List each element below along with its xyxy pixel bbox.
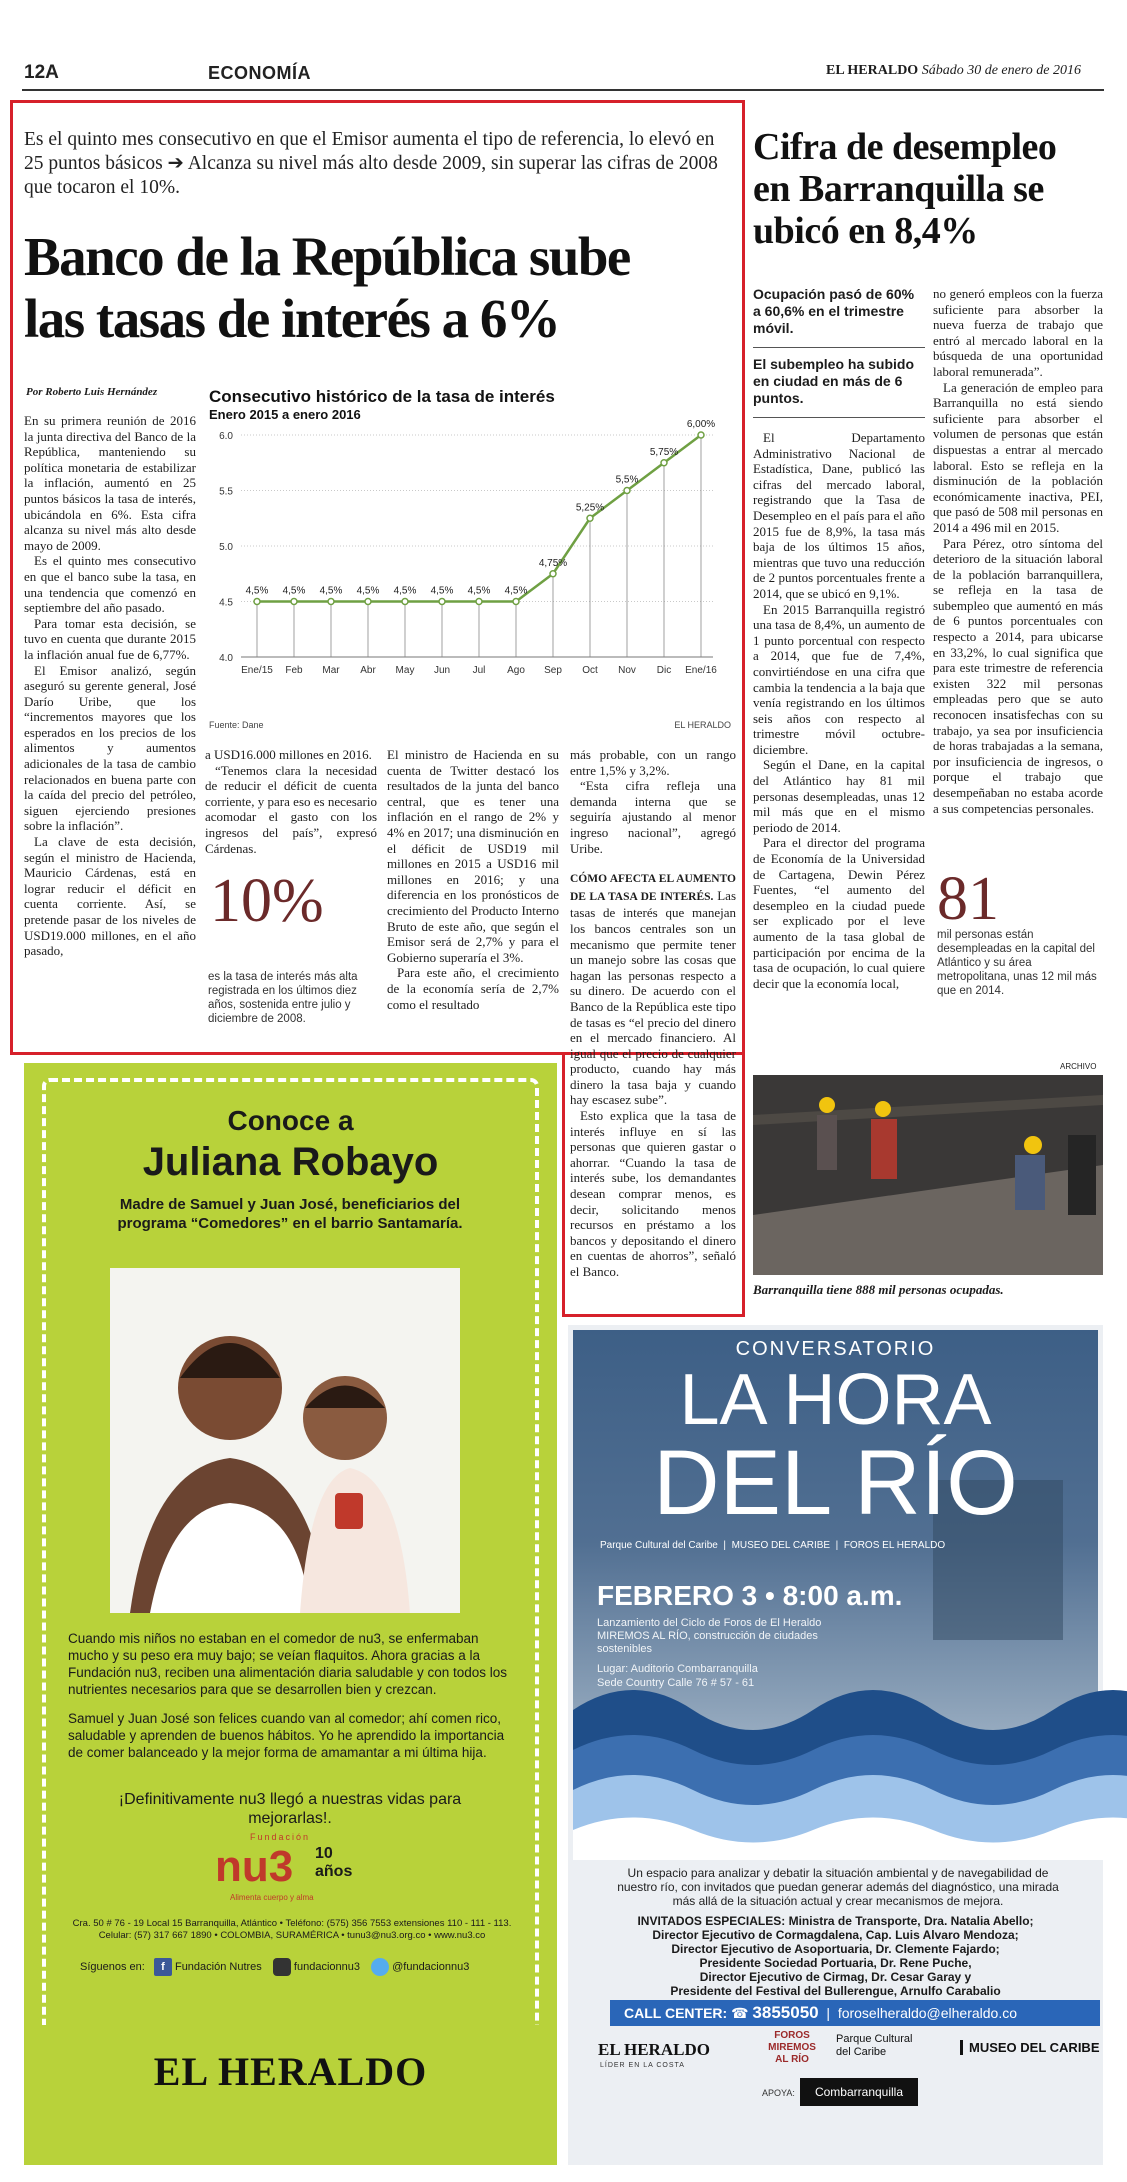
x-tick-label: Nov — [618, 665, 636, 676]
data-point — [587, 515, 593, 521]
data-label: 4,75% — [538, 557, 568, 569]
arrow-icon: ➔ — [167, 153, 184, 174]
subhead-paragraph — [570, 870, 736, 1108]
side-headline-line2: en Barranquilla se — [753, 168, 1044, 210]
paragraph: Según el Dane, en la capital del Atlántico hay 81 mil personas desempleadas, unas 12 mil más que en el mismo periodo de 2014. — [753, 757, 925, 835]
footer-foros: FOROS MIREMOS AL RÍO — [768, 2030, 816, 2065]
data-label: 4,5% — [430, 585, 454, 597]
side-headline — [753, 126, 1108, 252]
header-rule — [22, 89, 1104, 91]
paragraph: El ministro de Hacienda en su cuenta de Twitter destacó los resultados de la junta del banco central, que es tener una inflación en el rango de 2% y 4% en 2017; una disminución en el déficit de USD19 mil millones en 2015 a USD16 mil millones en 2016; y una diferencia en los pronósticos de crecimiento del Producto Interno Bruto de este año, que según el Emisor será de 2,7% y para el Gobierno superaría el 3%. — [387, 747, 559, 965]
divider — [753, 417, 925, 418]
paragraph: Para el director del programa de Economía de la Universidad de Cartagena, Dewin Pérez Fuentes, “el aumento del desempleo en la ciudad puede ser explicado por el leve aumento de la tasa global de participación por encima de la tasa de ocupación, lo cual quiere decir que la economía local, — [753, 835, 925, 991]
byline: Por Roberto Luis Hernández — [26, 386, 158, 398]
subhead: CÓMO AFECTA EL AUMENTO DE LA TASA DE INTERÉS. — [570, 873, 736, 903]
x-tick-label: Abr — [360, 665, 376, 676]
twitter-link[interactable]: @fundacionnu3 — [392, 1961, 470, 1973]
footer-museo: MUSEO DEL CARIBE — [960, 2040, 1100, 2055]
article-col-2 — [205, 747, 377, 856]
nu3-social — [80, 1958, 469, 1976]
workers-illustration — [753, 1075, 1103, 1275]
main-headline-line1: Banco de la República sube — [24, 226, 630, 287]
data-label: 4,5% — [319, 585, 343, 597]
twitter-icon[interactable] — [371, 1958, 389, 1976]
paragraph: En su primera reunión de 2016 la junta directiva del Banco de la República, manteniendo su política monetaria de estabilizar la inflación, aumentó en 25 puntos básicos la tasa de interés, ubicándola en 6%. Esta cifra alcanza su nivel más alto desde mayo de 2009. — [24, 413, 196, 553]
y-tick-label: 4.0 — [219, 653, 233, 664]
apoya-brand: Combarranquilla — [800, 2078, 918, 2106]
river-title-1: LA HORA — [679, 1360, 992, 1440]
paragraph: más probable, con un rango entre 1,5% y 3,2%. — [570, 747, 736, 778]
chart-title: Consecutivo histórico de la tasa de interés — [209, 387, 555, 406]
x-tick-label: Mar — [322, 665, 340, 676]
article-col-1 — [24, 413, 196, 959]
data-point — [402, 599, 408, 605]
stat-10-caption: es la tasa de interés más alta registrada en los últimos diez años, sostenida entre julio y diciembre de 2008. — [208, 971, 358, 1025]
data-point — [476, 599, 482, 605]
paragraph: Esto explica que la tasa de interés influye en sí las personas que quieren gastar o ahorrar. “Cuando la tasa de interés sube, los demandantes desean comprar menos, es decir, solicitando menos recursos en préstamo a los bancos y depositando el dinero en cuentas de ahorros”, señaló el Banco. — [570, 1108, 736, 1279]
phone-icon: ☎ — [731, 2005, 749, 2021]
x-tick-label: Jul — [472, 665, 486, 676]
paragraph: Para este año, el crecimiento de la economía sería de 2,7% como el resultado — [387, 965, 559, 1012]
data-point — [365, 599, 371, 605]
partner-logo: FOROS EL HERALDO — [843, 1540, 946, 1551]
nu3-brand-strip — [24, 2025, 557, 2165]
data-label: 5,5% — [615, 474, 639, 486]
y-tick-label: 6.0 — [219, 431, 233, 442]
masthead-date — [826, 63, 1081, 79]
x-tick-label: Ene/16 — [685, 665, 717, 676]
conversatorio-kicker: CONVERSATORIO — [735, 1338, 936, 1360]
event-date: FEBRERO 3 • 8:00 a.m. — [597, 1580, 903, 1611]
data-point — [439, 599, 445, 605]
y-tick-label: 5.0 — [219, 542, 233, 553]
side-col-2 — [933, 286, 1103, 816]
paragraph: El Departamento Administrativo Nacional de Estadística, Dane, publicó las cifras del mercado laboral, registrando que la Tasa de Desempleo en el país para el año 2015 fue de 8,9%, la tasa más baja de los últimos 15 años, mientras que tuvo una reducción de 2 puntos porcentuales frente a 2014, que se ubicó en 9,1%. — [753, 430, 925, 601]
main-headline — [24, 226, 736, 350]
footer-parque: Parque Cultural del Caribe — [836, 2033, 913, 2058]
x-tick-label: May — [395, 665, 415, 676]
x-tick-label: Jun — [433, 665, 451, 676]
partner-logo: Parque Cultural del Caribe — [600, 1540, 718, 1551]
instagram-icon[interactable] — [273, 1958, 291, 1976]
nu3-quote-2: Samuel y Juan José son felices cuando van al comedor; ahí comen rico, saludable y aprenden de buenos hábitos. Yo he aprendido la importancia de comer balanceado y la mejor forma de amamantar a mi última hija. — [68, 1711, 505, 1760]
data-label: 5,75% — [649, 446, 679, 458]
paragraph: Para tomar esta decisión, se tuvo en cuenta que durante 2015 la inflación anual fue de 6,77%. — [24, 615, 196, 662]
el-heraldo-logo: EL HERALDO — [153, 2049, 428, 2094]
paragraph: El Emisor analizó, según aseguró su gerente general, José Darío Uribe, que los “incrementos mayores que los esperados en los precios de los alimentos y aumentos adicionales de la tasa de cambio relacionados en buena parte con la caída del precio del petróleo, siguen ejerciendo presiones sobre la inflación”. — [24, 662, 196, 834]
photo-caption: Barranquilla tiene 888 mil personas ocupadas. — [753, 1282, 1004, 1297]
data-label: 4,5% — [245, 585, 269, 597]
nu3-quote-1: Cuando mis niños no estaban en el comedor de nu3, se enfermaban mucho y su peso era muy bajo; se veían flaquitos. Ahora gracias a la Fundación nu3, reciben una alimentación diaria saludable y con todos los nutrientes necesarios para que se desarrollen bien y crezcan. — [68, 1631, 508, 1697]
nu3-subtitle: Madre de Samuel y Juan José, beneficiarios del programa “Comedores” en el barrio Santamaría. — [117, 1196, 463, 1232]
guest-line: Director Ejecutivo de Asoportuaria, Dr. Clemente Fajardo; — [671, 1942, 1000, 1956]
y-tick-label: 4.5 — [219, 597, 233, 609]
data-point — [291, 599, 297, 605]
x-tick-label: Ago — [507, 665, 525, 676]
y-tick-label: 5.5 — [219, 486, 233, 498]
kicker-text-a: Es el quinto mes consecutivo en que el Emisor aumenta el tipo de referencia, lo elevó en 25 puntos básicos — [24, 129, 715, 174]
data-point — [513, 599, 519, 605]
data-point — [698, 432, 704, 438]
paper-name: EL HERALDO — [826, 63, 919, 78]
guest-line: Presidente Sociedad Portuaria, Dr. Rene Puche, — [699, 1956, 972, 1970]
instagram-link[interactable]: fundacionnu3 — [293, 1961, 360, 1973]
data-label: 4,5% — [504, 585, 528, 597]
workers-photo — [753, 1075, 1103, 1275]
kicker — [24, 128, 724, 200]
call-center-bar[interactable]: CALL CENTER: ☎ 3855050 | foroselheraldo@elheraldo.co — [610, 2000, 1100, 2026]
paragraph: no generó empleos con la fuerza suficiente para absorber la nueva fuerza de trabajo que entró al mercado laboral en la búsqueda de una oportunidad laboral remunerada”. — [933, 286, 1103, 379]
nu3-logo-badge: 10 años — [315, 1845, 353, 1880]
photo-credit: ARCHIVO — [1060, 1062, 1097, 1071]
data-label: 6,00% — [686, 419, 716, 430]
x-tick-label: Ene/15 — [241, 665, 273, 676]
email-link[interactable]: foroselheraldo@elheraldo.co — [837, 2005, 1018, 2021]
nu3-slogan: ¡Definitivamente nu3 llegó a nuestras vidas para mejorarlas!. — [118, 1791, 462, 1827]
article-col-4 — [570, 747, 736, 1280]
series-line — [257, 435, 701, 602]
side-highlight-2: El subempleo ha subido en ciudad en más de 6 puntos. — [753, 356, 915, 406]
data-point — [254, 599, 260, 605]
event-place-1: Lugar: Auditorio Combarranquilla — [597, 1663, 758, 1675]
data-label: 4,5% — [393, 585, 417, 597]
call-label: CALL CENTER: — [624, 2005, 728, 2021]
partner-logo: MUSEO DEL CARIBE — [731, 1540, 831, 1551]
nu3-title-1: Conoce a — [227, 1105, 354, 1136]
data-point — [550, 571, 556, 577]
data-label: 5,25% — [575, 502, 605, 514]
family-photo — [110, 1268, 460, 1613]
nu3-logo: nu3 — [215, 1842, 294, 1891]
data-point — [624, 488, 630, 494]
article-col-3 — [387, 747, 559, 1012]
x-tick-label: Sep — [544, 665, 562, 676]
guest-line: Director Ejecutivo de Cormagdalena, Cap. Luis Alvaro Mendoza; — [652, 1928, 1019, 1942]
paragraph: a USD16.000 millones en 2016. — [205, 747, 372, 762]
river-body: Un espacio para analizar y debatir la situación ambiental y de navegabilidad de nuestro río, con invitados que puedan generar además del diagnóstico, una mirada más allá de la situación actual y crear mecanismos de mejora. — [617, 1866, 1059, 1908]
chart-source: Fuente: Dane — [209, 720, 264, 730]
divider — [753, 347, 925, 348]
guest-line: Director Ejecutivo de Cirmag, Dr. Cesar Garay y — [699, 1970, 972, 1984]
page-number: 12A — [24, 62, 59, 83]
paragraph: Para Pérez, otro síntoma del deterioro de la situación laboral de la población barranquillera, se refleja en la tasa de subempleo que aumentó en más de 6 puntos porcentuales con respecto a 2014, para ubicarse en 33,2%, lo cual significa que para este trimestre de referencia existen 322 mil personas empleadas pero que se auto reconocen insatisfechas con su trabajo, ya sea por insuficiencia de horas trabajadas a la semana, por insuficiencia de ingresos, o porque el trabajo que desempeñaban no estaba acorde a sus competencias personales. — [933, 535, 1103, 816]
issue-date: Sábado 30 de enero de 2016 — [921, 63, 1081, 78]
side-col-1 — [753, 430, 925, 991]
facebook-icon[interactable]: f — [154, 1958, 172, 1976]
data-label: 4,5% — [467, 585, 491, 597]
data-point — [328, 599, 334, 605]
footer-heraldo-tag: LÍDER EN LA COSTA — [600, 2062, 685, 2069]
facebook-link[interactable]: Fundación Nutres — [174, 1961, 262, 1973]
x-tick-label: Dic — [656, 665, 672, 676]
section-name: ECONOMÍA — [208, 63, 311, 83]
kicker-text-b: Alcanza su nivel más alto desde 2009, sin superar las cifras de 2008 que tocaron el 10%. — [24, 153, 718, 198]
nu3-follow: Síguenos en: — [80, 1961, 145, 1973]
side-headline-line1: Cifra de desempleo — [753, 126, 1057, 168]
nu3-contact: Cra. 50 # 76 - 19 Local 15 Barranquilla, Atlántico • Teléfono: (575) 356 7553 extensiones 110 - 111 - 113. Celular: (57) 317 667 1890 • COLOMBIA, SURAMÉRICA • tunu3@nu3.org.co • www.nu3.co — [72, 1918, 512, 1941]
apoya-label: APOYA: — [762, 2088, 795, 2098]
river-partner-logos: Parque Cultural del Caribe | MUSEO DEL CARIBE | FOROS EL HERALDO — [600, 1540, 946, 1551]
river-guests — [573, 1914, 1098, 1998]
paragraph: Es el quinto mes consecutivo en que el banco sube la tasa, en una tendencia que comenzó en septiembre del año pasado. — [24, 553, 196, 616]
river-title-2: DEL RÍO — [653, 1432, 1018, 1534]
side-highlight-1: Ocupación pasó de 60% a 60,6% en el trimestre móvil. — [753, 286, 915, 336]
rate-chart — [203, 385, 737, 740]
chart-subtitle: Enero 2015 a enero 2016 — [209, 407, 361, 422]
x-tick-label: Feb — [285, 665, 303, 676]
event-desc: Lanzamiento del Ciclo de Foros de El Heraldo MIREMOS AL RÍO, construcción de ciudades sostenibles — [597, 1617, 822, 1655]
stat-10-percent: 10% — [210, 867, 324, 935]
paragraph: “Tenemos clara la necesidad de reducir el déficit de cuenta corriente, y para eso es necesario acomodar el gasto con los ingresos del país”, expresó Cárdenas. — [205, 762, 377, 856]
nu3-title-2: Juliana Robayo — [142, 1140, 439, 1184]
stat-81: 81 — [937, 865, 999, 933]
guest-line: INVITADOS ESPECIALES: Ministra de Transporte, Dra. Natalia Abello; — [637, 1914, 1034, 1928]
stat-81-caption: mil personas están desempleadas en la capital del Atlántico y su área metropolitana, unas 12 mil más que en 2014. — [937, 929, 1097, 997]
x-tick-label: Oct — [582, 665, 598, 676]
nu3-logo-tag: Alimenta cuerpo y alma — [230, 1893, 314, 1902]
side-headline-line3: ubicó en 8,4% — [753, 210, 978, 252]
footer-heraldo: EL HERALDO — [598, 2040, 710, 2059]
mother-baby-illustration — [110, 1268, 460, 1613]
event-place-2: Sede Country Calle 76 # 57 - 61 — [597, 1677, 755, 1689]
paragraph: Las tasas de interés que manejan los bancos centrales son un mecanismo que permite tener un manejo sobre las cosas que hagan las personas respecto a su dinero. De acuerdo con el Banco de la República este tipo de tasas es “el precio del dinero en el mercado financiero. Al igual que el precio de cualquier producto, cuando hay más dinero la tasa baja y cuando hay escasez sube”. — [570, 887, 737, 1108]
paragraph: En 2015 Barranquilla registró una tasa de 8,4%, un aumento de 1 punto porcentual con respecto a 2014, que fue de 7,4%, convirtiéndose en una cifra que cambia la tendencia a la baja que venía registrando en los últimos seis años con respecto al trimestre móvil octubre-diciembre. — [753, 601, 925, 757]
guest-line: Presidente del Festival del Bullerengue, Arnulfo Carabalio — [670, 1984, 1001, 1998]
paragraph: La generación de empleo para Barranquilla no está siendo suficiente para absorber el volumen de personas que están dispuestas a entrar al mercado laboral. Esto se refleja en la disminución de la población económicamente inactiva, PEI, que pasó de 508 mil personas en 2014 a 496 mil en 2015. — [933, 379, 1103, 535]
call-number[interactable]: 3855050 — [752, 2003, 819, 2022]
data-label: 4,5% — [356, 585, 380, 597]
chart-plot — [203, 419, 737, 725]
chart-credit: EL HERALDO — [674, 720, 731, 730]
data-point — [661, 460, 667, 466]
main-headline-line2: las tasas de interés a 6% — [24, 288, 560, 349]
paragraph: La clave de esta decisión, según el ministro de Hacienda, Mauricio Cárdenas, está en lograr reducir el déficit en cuenta corriente. Así, se pretende pasar de los niveles de USD19.000 millones, en el año pasado, — [24, 834, 196, 959]
data-label: 4,5% — [282, 585, 306, 597]
paragraph: “Esta cifra refleja una demanda interna que se seguiría ajustando al menor ingreso nacional”, agregó Uribe. — [570, 778, 736, 856]
nu3-logo-top: Fundación — [250, 1832, 311, 1842]
